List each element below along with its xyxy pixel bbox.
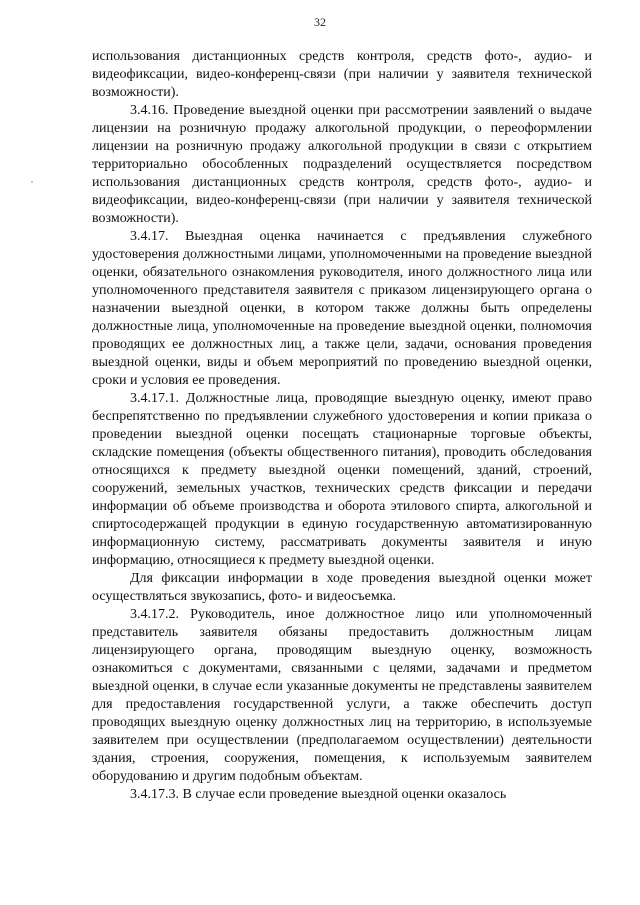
- paragraph-3-4-17-2: 3.4.17.2. Руководитель, иное должностное лицо или уполномоченный представитель заявителя обязаны предоставить должностным лицам лицензирующего органа, проводящим выездную оценку, возможность ознакомиться с документами, связанными с целями, задачами и предметом выездной оценки, в случае если указанные документы не представлены заявителем для предоставления государственной услуги, а также обеспечить доступ проводящих выездную оценку должностных лиц на территорию, в используемые заявителем при осуществлении (предполагаемом осуществлении) деятельности здания, строения, сооружения, помещения, к используемым заявителем оборудованию и другим подобным объектам.: [92, 607, 592, 784]
- paragraph-recording: Для фиксации информации в ходе проведения выездной оценки может осуществляться звукозапись, фото- и видеосъемка.: [92, 571, 592, 604]
- paragraph-3-4-17: 3.4.17. Выездная оценка начинается с предъявления служебного удостоверения должностными лицами, уполномоченными на проведение выездной оценки, обязательного ознакомления руководителя, иного должностного лица или уполномоченного представителя заявителя с приказом лицензирующего органа о назначении выездной оценки, в котором также должны быть определены должностные лица, уполномоченные на проведение выездной оценки, полномочия проводящих ее должностных лиц, а также цели, задачи, основания проведения выездной оценки, виды и объем мероприятий по проведению выездной оценки, сроки и условия ее проведения.: [92, 229, 592, 388]
- page-number: 32: [314, 15, 326, 29]
- paragraph-continuation: использования дистанционных средств контроля, средств фото-, аудио- и видеофиксации, видео-конференц-связи (при наличии у заявителя технической возможности).: [92, 49, 592, 100]
- margin-mark: ˙: [30, 178, 34, 192]
- document-body: [92, 48, 592, 804]
- paragraph-3-4-17-3: 3.4.17.3. В случае если проведение выездной оценки оказалось: [130, 787, 507, 802]
- paragraph-3-4-17-1: 3.4.17.1. Должностные лица, проводящие выездную оценку, имеют право беспрепятственно по предъявлении служебного удостоверения и копии приказа о проведении выездной оценки посещать стационарные торговые объекты, складские помещения (объекты общественного питания), проводить обследования относящихся к предмету выездной оценки помещений, зданий, строений, сооружений, земельных участков, технических средств фиксации и передачи информации об объеме производства и оборота этилового спирта, алкогольной и спиртосодержащей продукции в единую государственную автоматизированную информационную систему, рассматривать документы заявителя и иную информацию, относящиеся к предмету выездной оценки.: [92, 391, 592, 568]
- paragraph-3-4-16: 3.4.16. Проведение выездной оценки при рассмотрении заявлений о выдаче лицензии на розничную продажу алкогольной продукции, о переоформлении лицензии на розничную продажу алкогольной продукции в связи с открытием территориально обособленных подразделений осуществляется посредством использования дистанционных средств контроля, средств фото-, аудио- и видеофиксации, видео-конференц-связи (при наличии у заявителя технической возможности).: [92, 103, 592, 226]
